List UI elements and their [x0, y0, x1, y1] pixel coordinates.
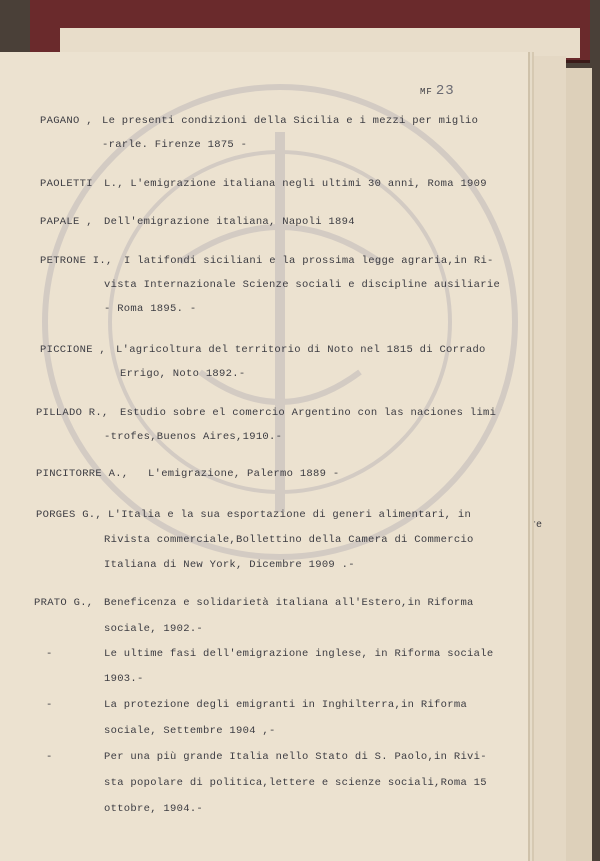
entry-line: sociale, Settembre 1904 ,- [104, 725, 276, 737]
entry-line: I latifondi siciliani e la prossima legge agraria,in Ri- [124, 255, 494, 267]
entry-author: PAGANO , [40, 115, 93, 127]
entry-author: PILLADO R., [36, 407, 109, 419]
entry-author: PAOLETTI [40, 178, 93, 190]
entry-line: La protezione degli emigranti in Inghilterra,in Riforma [104, 699, 468, 711]
entry-line: Le presenti condizioni della Sicilia e i mezzi per miglio [102, 115, 479, 127]
edge-fragment: re [530, 520, 543, 531]
entry-author: PAPALE , [40, 216, 93, 228]
entry-line: Beneficenza e solidarietà italiana all'Estero,in Riforma [104, 597, 474, 609]
entry-line: Errigo, Noto 1892.- [120, 368, 246, 380]
entry-line: sociale, 1902.- [104, 623, 204, 635]
entry-author: PICCIONE , [40, 344, 107, 356]
entry-author: PINCITORRE A., [36, 468, 129, 480]
entry-line: L'Italia e la sua esportazione di generi alimentari, in [108, 509, 472, 521]
page-number-prefix: MF [420, 87, 433, 97]
entry-line: L., L'emigrazione italiana negli ultimi 30 anni, Roma 1909 [104, 178, 487, 190]
entry-line: Estudio sobre el comercio Argentino con las naciones limi [120, 407, 497, 419]
entry-line: Italiana di New York, Dicembre 1909 .- [104, 559, 355, 571]
entry-line: -rarle. Firenze 1875 - [102, 139, 248, 151]
entry-author: - [46, 699, 53, 711]
entry-line: Per una più grande Italia nello Stato di S. Paolo,in Rivi- [104, 751, 487, 763]
document-page [0, 52, 528, 861]
page-number-value: 23 [435, 83, 455, 99]
entry-line: Rivista commerciale,Bollettino della Camera di Commercio [104, 534, 474, 546]
entry-author: PETRONE I., [40, 255, 113, 267]
page-number [420, 83, 455, 99]
entry-line: L'agricoltura del territorio di Noto nel 1815 di Corrado [116, 344, 486, 356]
entry-author: - [46, 751, 53, 763]
entry-line: 1903.- [104, 673, 144, 685]
entry-line: -trofes,Buenos Aires,1910.- [104, 431, 283, 443]
entry-line: ottobre, 1904.- [104, 803, 204, 815]
entry-author: PORGES G., [36, 509, 103, 521]
entry-line: sta popolare di politica,lettere e scienze sociali,Roma 15 [104, 777, 487, 789]
entry-line: - Roma 1895. - [104, 303, 197, 315]
entry-line: Dell'emigrazione italiana, Napoli 1894 [104, 216, 355, 228]
entry-author: PRATO G., [34, 597, 94, 609]
entry-author: - [46, 648, 53, 660]
entry-line: Le ultime fasi dell'emigrazione inglese, in Riforma sociale [104, 648, 494, 660]
entry-line: L'emigrazione, Palermo 1889 - [148, 468, 340, 480]
entry-line: vista Internazionale Scienze sociali e discipline ausiliarie [104, 279, 501, 291]
